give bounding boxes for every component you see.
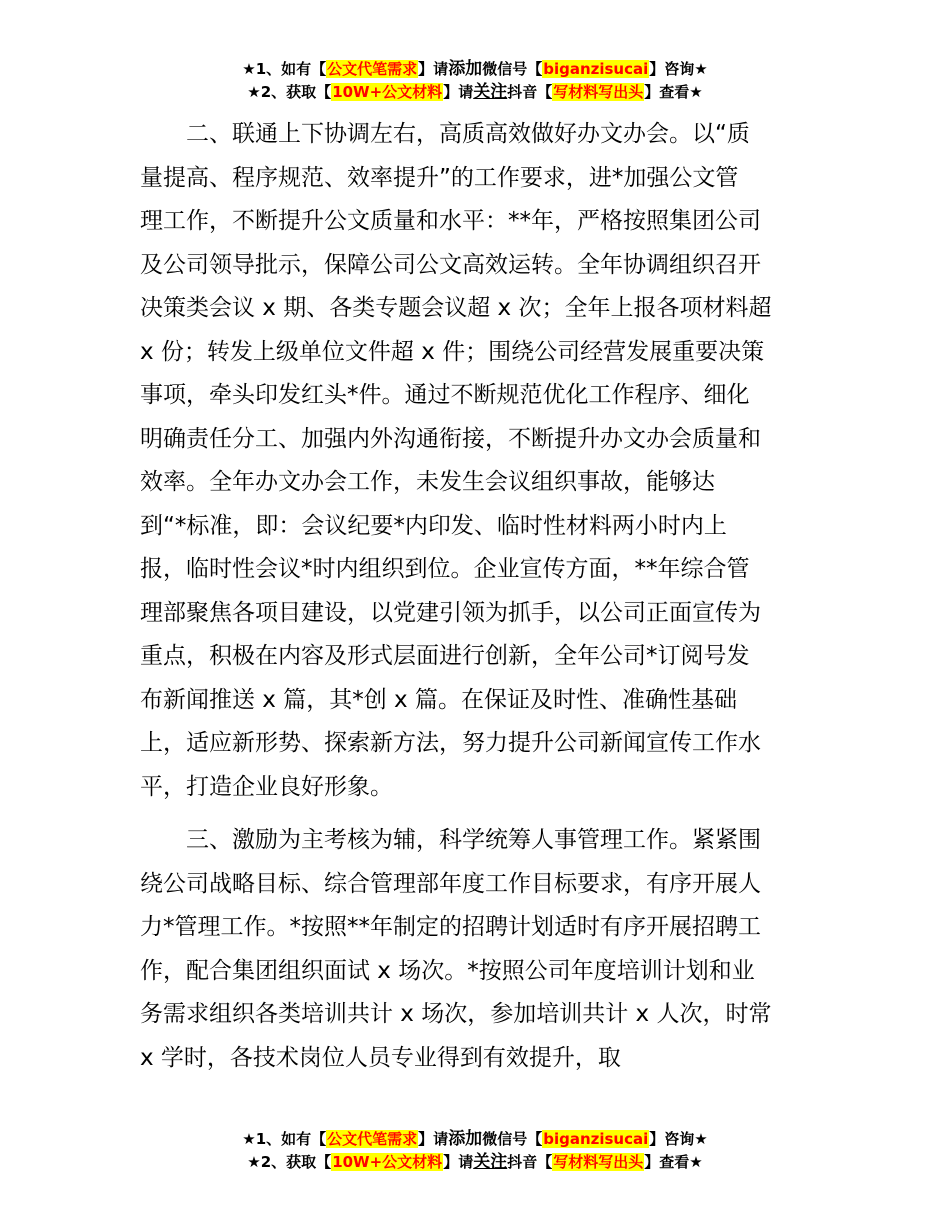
banner-emphasis: 关注 bbox=[473, 1152, 508, 1172]
highlight-wechat-id: biganzisucai bbox=[543, 1130, 649, 1148]
banner-line-2 bbox=[0, 81, 950, 104]
star-icon: ★ bbox=[689, 1153, 703, 1171]
banner-text: 】咨询 bbox=[649, 1130, 695, 1148]
star-icon: ★ bbox=[247, 83, 261, 101]
banner-text: 】咨询 bbox=[649, 60, 695, 78]
banner-text: 】请 bbox=[443, 83, 474, 101]
banner-text: 】查看 bbox=[644, 1153, 690, 1171]
banner-text: 1、如有【 bbox=[255, 60, 327, 78]
banner-text: 】查看 bbox=[644, 83, 690, 101]
star-icon: ★ bbox=[242, 1130, 256, 1148]
banner-text: 1、如有【 bbox=[255, 1130, 327, 1148]
banner-text: 微信号【 bbox=[482, 60, 543, 78]
banner-line-1 bbox=[0, 1128, 950, 1151]
top-banner bbox=[0, 58, 950, 104]
banner-text: 2、获取【 bbox=[260, 1153, 332, 1171]
star-icon: ★ bbox=[694, 60, 708, 78]
banner-emphasis: 添加 bbox=[448, 59, 483, 79]
banner-text: 】请 bbox=[443, 1153, 474, 1171]
banner-emphasis: 关注 bbox=[473, 82, 508, 102]
highlight-materials: 10W+公文材料 bbox=[332, 1153, 443, 1171]
bottom-banner bbox=[0, 1128, 950, 1174]
highlight-douyin: 写材料写出头 bbox=[553, 83, 644, 101]
paragraph-section-3: 三、激励为主考核为辅，科学统筹人事管理工作。紧紧围 绕公司战略目标、综合管理部年度工作目标要求，有序开展人 力*管理工作。*按照**年制定的招聘计划适时有序开展招聘工 作，配合集团组织面试 x 场次。*按照公司年度培训计划和业 务需求组织各类培训共计 x 场次，参加培训共计 x 人次，时常 x 学时，各技术岗位人员专业得到有效提升，取 bbox=[140, 827, 772, 1071]
highlight-wechat-id: biganzisucai bbox=[543, 60, 649, 78]
banner-text: 】请 bbox=[418, 60, 449, 78]
banner-emphasis: 添加 bbox=[448, 1129, 483, 1149]
banner-line-1 bbox=[0, 58, 950, 81]
star-icon: ★ bbox=[242, 60, 256, 78]
highlight-service: 公文代笔需求 bbox=[327, 1130, 418, 1148]
star-icon: ★ bbox=[247, 1153, 261, 1171]
banner-text: 抖音【 bbox=[507, 1153, 553, 1171]
banner-line-2 bbox=[0, 1151, 950, 1174]
star-icon: ★ bbox=[694, 1130, 708, 1148]
banner-text: 抖音【 bbox=[507, 83, 553, 101]
highlight-douyin: 写材料写出头 bbox=[553, 1153, 644, 1171]
banner-text: 微信号【 bbox=[482, 1130, 543, 1148]
banner-text: 】请 bbox=[418, 1130, 449, 1148]
highlight-service: 公文代笔需求 bbox=[327, 60, 418, 78]
document-body bbox=[140, 113, 820, 1080]
star-icon: ★ bbox=[689, 83, 703, 101]
highlight-materials: 10W+公文材料 bbox=[332, 83, 443, 101]
paragraph-section-2: 二、联通上下协调左右，高质高效做好办文办会。以“质 量提高、程序规范、效率提升”的工作要求，进*加强公文管 理工作，不断提升公文质量和水平：**年，严格按照集团公司 及公司领导批示，保障公司公文高效运转。全年协调组织召开 决策类会议 x 期、各类专题会议超 x 次；全年上报各项材料超 x 份；转发上级单位文件超 x 件；围绕公司经营发展重要决策 事项，牵头印发红头*件。通过不断规范优化工作程序、细化 明确责任分工、加强内外沟通衔接，不断提升办文办会质量和 效率。全年办文办会工作，未发生会议组织事故，能够达 到“*标准，即：会议纪要*内印发、临时性材料两小时内上 报，临时性会议*时内组织到位。企业宣传方面，**年综合管 理部聚焦各项目建设，以党建引领为抓手，以公司正面宣传为 重点，积极在内容及形式层面进行创新，全年公司*订阅号发 布新闻推送 x 篇，其*创 x 篇。在保证及时性、准确性基础 上，适应新形势、探索新方法，努力提升公司新闻宣传工作水 平，打造企业良好形象。 bbox=[140, 121, 772, 800]
banner-text: 2、获取【 bbox=[260, 83, 332, 101]
